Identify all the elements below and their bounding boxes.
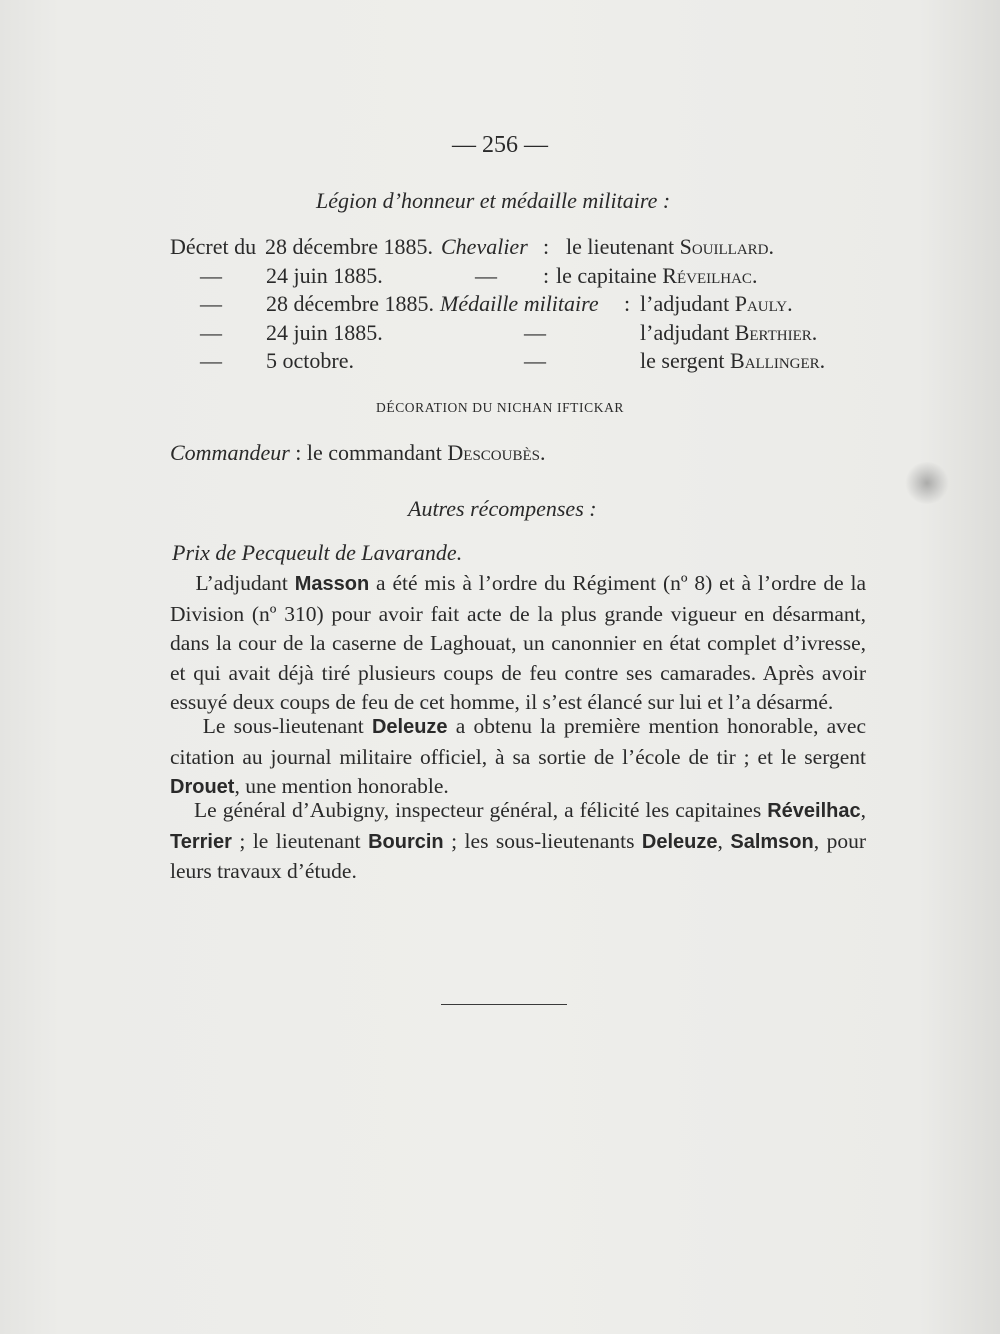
para2-text-1: Le sous-lieutenant — [202, 714, 372, 738]
decoration-lead: — — [200, 263, 222, 288]
decoration-recipient — [640, 291, 793, 317]
decoration-date: 28 décembre 1885. — [265, 234, 433, 259]
decoration-colon: : — [543, 234, 550, 259]
decoration-grade: — — [524, 320, 546, 345]
decoration-name: Réveilhac. — [662, 263, 758, 288]
decoration-colon: : — [624, 291, 631, 316]
decoration-date: 28 décembre 1885. — [266, 291, 434, 316]
decoration-lead: Décret du — [170, 234, 257, 259]
page-number: — 256 — — [452, 132, 548, 158]
name-salmson: Salmson — [730, 830, 814, 853]
para3-text-1: Le général d’Aubigny, inspecteur général, a félicité les capitaines — [194, 798, 768, 822]
name-bourcin: Bourcin — [368, 830, 444, 853]
decoration-name: Souillard. — [679, 234, 775, 259]
decoration-name: Pauly. — [734, 291, 793, 316]
para1-text-2: a été mis à l’ordre du Régiment (nº 8) et à l’ordre de la Division (nº 310) pour avoir fait acte de la plus grande vigueur en désarmant, dans la cour de la caserne de Laghouat, un canonnier en état complet d’ivresse, et qui avait déjà tiré plusieurs coups de feu contre ses camarades. Après avoir essuyé deux coups de feu de cet homme, il s’est élancé sur lui et l’a désarmé. — [170, 571, 867, 714]
name-deleuze-2: Deleuze — [641, 830, 718, 853]
name-drouet: Drouet — [170, 776, 235, 798]
decoration-grade: — — [475, 263, 497, 288]
commandeur-label: Commandeur — [170, 440, 290, 465]
paragraph-masson — [170, 569, 866, 718]
decoration-rank: l’adjudant — [640, 291, 730, 316]
commandeur-text: : le commandant — [295, 440, 442, 465]
decoration-rank: le sergent — [640, 348, 725, 373]
decoration-name: Berthier. — [734, 320, 818, 345]
name-terrier: Terrier — [170, 830, 232, 853]
prix-line: Prix de Pecqueult de Lavarande. — [172, 540, 463, 565]
decoration-lead: — — [200, 291, 222, 316]
decoration-recipient — [566, 234, 774, 260]
name-masson: Masson — [294, 573, 370, 595]
decoration-colon: : — [543, 263, 550, 288]
commandeur-line — [170, 440, 545, 466]
decoration-recipient — [640, 348, 825, 374]
decoration-rank: le capitaine — [556, 263, 657, 288]
para1-text-1: L’adjudant — [195, 571, 295, 595]
decoration-grade: — — [524, 348, 546, 373]
para2-text-3: , une mention honorable. — [234, 774, 449, 798]
decoration-name: Ballinger. — [730, 348, 826, 373]
para2-text-2: a obtenu la première mention honorable, avec citation au journal militaire officiel, à sa sortie de l’école de tir ; et le sergent — [170, 714, 867, 769]
decoration-grade: Médaille militaire — [440, 291, 599, 316]
paragraph-deleuze — [170, 712, 866, 803]
paper-stain — [904, 462, 950, 504]
paragraph-aubigny — [170, 796, 866, 887]
para3-text-5: , — [717, 828, 731, 853]
decoration-date: 5 octobre. — [266, 348, 354, 373]
decoration-recipient — [640, 320, 817, 346]
closing-rule — [441, 1004, 567, 1005]
decoration-grade: Chevalier — [441, 234, 528, 259]
heading-legion-honneur: Légion d’honneur et médaille militaire : — [316, 188, 671, 213]
decoration-date: 24 juin 1885. — [266, 320, 383, 345]
name-reveilhac: Réveilhac — [767, 800, 861, 822]
para3-text-4: ; les sous-lieutenants — [443, 828, 642, 853]
decoration-lead: — — [200, 348, 222, 373]
decoration-rank: le lieutenant — [566, 234, 675, 259]
decoration-date: 24 juin 1885. — [266, 263, 383, 288]
para3-text-3: ; le lieutenant — [231, 828, 369, 853]
decoration-rank: l’adjudant — [640, 320, 730, 345]
name-deleuze: Deleuze — [371, 716, 448, 738]
para3-text-2: , — [860, 798, 866, 822]
commandeur-name: Descoubès. — [447, 440, 546, 465]
heading-autres-recompenses: Autres récompenses : — [408, 496, 597, 521]
decoration-recipient — [556, 263, 757, 289]
para3-text-6: , pour leurs travaux d’étude. — [170, 828, 866, 883]
heading-nichan-ifticar: DÉCORATION DU NICHAN IFTICKAR — [376, 400, 625, 415]
decoration-lead: — — [200, 320, 222, 345]
